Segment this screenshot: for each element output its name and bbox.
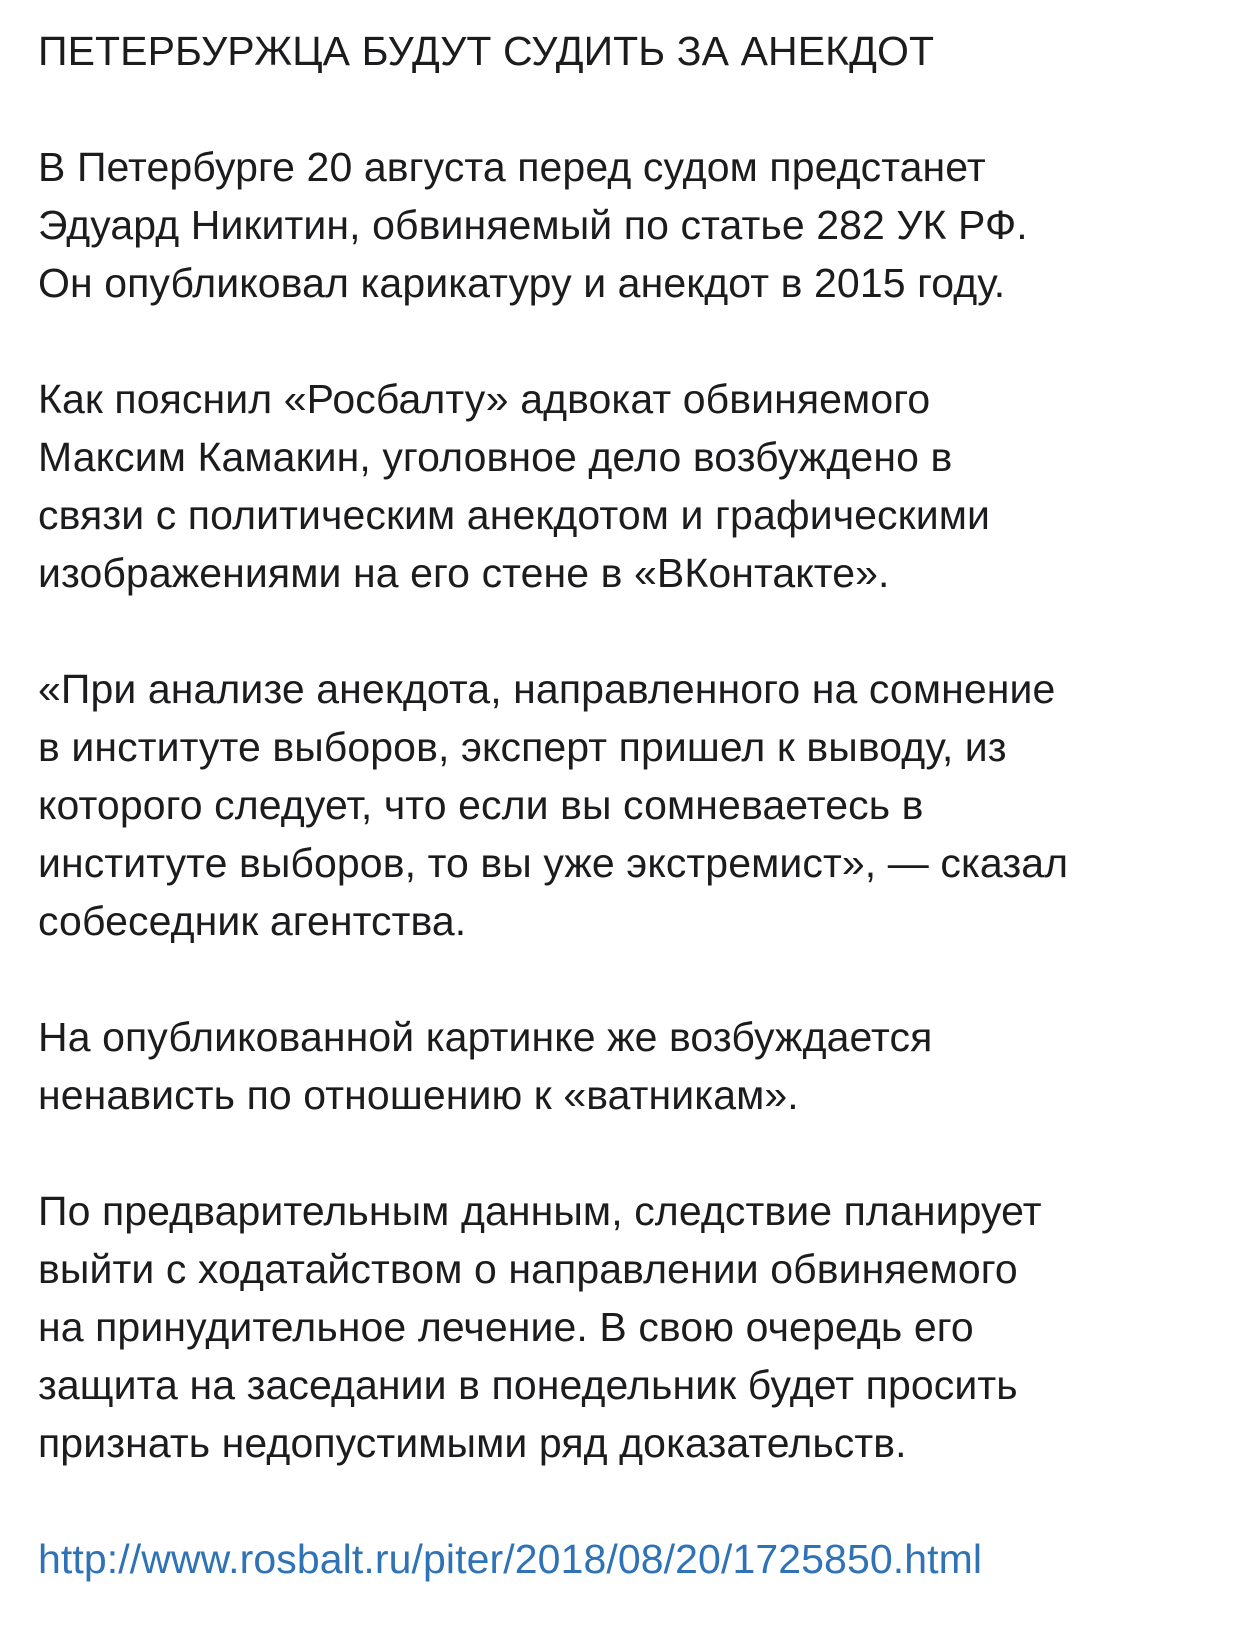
source-link[interactable]: http://www.rosbalt.ru/piter/2018/08/20/1725850.html — [38, 1536, 983, 1582]
paragraph-4 — [38, 1008, 1218, 1124]
paragraph-line: По предварительным данным, следствие планирует — [38, 1188, 1042, 1234]
paragraph-spacer — [38, 80, 1218, 138]
paragraph-spacer — [38, 1472, 1218, 1530]
paragraph-line: ненависть по отношению к «ватникам». — [38, 1072, 799, 1118]
paragraph-line: В Петербурге 20 августа перед судом предстанет — [38, 144, 986, 190]
paragraph-3 — [38, 660, 1218, 950]
paragraph-spacer — [38, 312, 1218, 370]
paragraph-line: в институте выборов, эксперт пришел к выводу, из — [38, 724, 1007, 770]
paragraph-line: институте выборов, то вы уже экстремист», — сказал — [38, 840, 1069, 886]
paragraph-line: выйти с ходатайством о направлении обвиняемого — [38, 1246, 1018, 1292]
paragraph-line: Как пояснил «Росбалту» адвокат обвиняемого — [38, 376, 931, 422]
paragraph-line: на принудительное лечение. В свою очередь его — [38, 1304, 974, 1350]
paragraph-spacer — [38, 950, 1218, 1008]
paragraph-line: «При анализе анекдота, направленного на сомнение — [38, 666, 1056, 712]
paragraph-line: На опубликованной картинке же возбуждается — [38, 1014, 933, 1060]
paragraph-line: Максим Камакин, уголовное дело возбуждено в — [38, 434, 953, 480]
paragraph-line: изображениями на его стене в «ВКонтакте». — [38, 550, 890, 596]
paragraph-line: собеседник агентства. — [38, 898, 467, 944]
paragraph-spacer — [38, 602, 1218, 660]
paragraph-line: защита на заседании в понедельник будет просить — [38, 1362, 1018, 1408]
post-title: ПЕТЕРБУРЖЦА БУДУТ СУДИТЬ ЗА АНЕКДОТ — [38, 28, 935, 74]
paragraph-line: Он опубликовал карикатуру и анекдот в 2015 году. — [38, 260, 1006, 306]
paragraph-line: которого следует, что если вы сомневаетесь в — [38, 782, 924, 828]
paragraph-1 — [38, 138, 1218, 312]
paragraph-2 — [38, 370, 1218, 602]
paragraph-line: связи с политическим анекдотом и графическими — [38, 492, 990, 538]
paragraph-line: признать недопустимыми ряд доказательств. — [38, 1420, 907, 1466]
news-post — [38, 22, 1218, 1588]
paragraph-spacer — [38, 1124, 1218, 1182]
paragraph-line: Эдуард Никитин, обвиняемый по статье 282 УК РФ. — [38, 202, 1028, 248]
paragraph-5 — [38, 1182, 1218, 1472]
